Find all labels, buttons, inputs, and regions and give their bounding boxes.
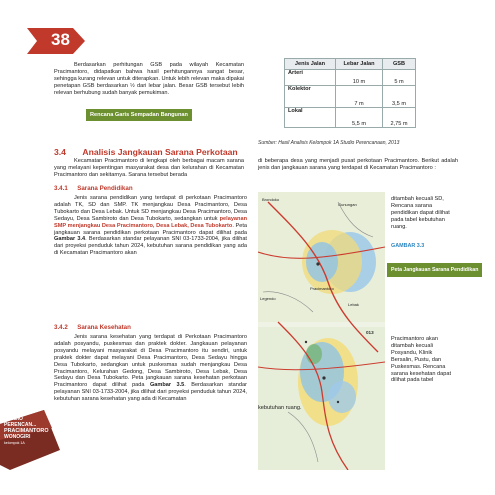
map-label: Brondoko: [262, 197, 280, 202]
logo-line: PERENCAN...: [4, 422, 37, 428]
section-number: 3.4.1: [54, 185, 68, 192]
table-cell-jenis: Kolektor: [285, 86, 336, 108]
section-number: 3.4.2: [54, 324, 68, 331]
logo-line: PRACIMANTORO: [4, 428, 49, 434]
table-cell-lebar: 10 m: [336, 70, 383, 86]
table-cell-lebar: 7 m: [336, 86, 383, 108]
table-row: [285, 70, 416, 86]
map-figure: [258, 192, 385, 470]
map-year-fragment: 013: [366, 330, 374, 335]
section-heading-3-4: [54, 147, 238, 157]
logo-line: WONOGIRI: [4, 434, 31, 440]
gsb-table-wrapper: [284, 58, 416, 128]
map-label: Gunungan: [338, 202, 357, 207]
table-header-row: [285, 59, 416, 70]
section-3-4-1-side-text: ditambah kecuali SD, Rencana sarana pendidikan dapat dilihat pada tabel kebutuhan ruang.: [391, 196, 450, 230]
map-label: Legendo: [260, 296, 276, 301]
table-cell-jenis: Lokal: [285, 108, 336, 128]
logo-line: kelompok 1A: [4, 441, 25, 445]
table-cell-gsb: 2,75 m: [383, 108, 416, 128]
table-header: GSB: [383, 59, 416, 70]
section-number: 3.4: [54, 147, 66, 157]
figure-caption: Peta Jangkauan Sarana Pendidikan: [387, 263, 482, 277]
paragraph-text: Jenis sarana pendidikan yang terdapat di perkotaan Pracimantoro adalah TK, SD dan SMP. TK menjangkau Desa Pracimantoro, Desa Tubokarto dan Desa Lebak. Untuk SD menjangkau Desa Pracimantoro, Desa Sedayu, Desa Sambiroto dan Desa Tubokarto, sedangkan untuk: [54, 195, 247, 222]
table-row: [285, 86, 416, 108]
section-3-4-2-side-text: Pracimantoro akan ditambah kecuali Posyandu, Klinik Bersalin, Pustu, dan Puskesmas. Rencana sarana kesehatan dapat dilihat pada tabel: [391, 336, 452, 384]
table-cell-gsb: 5 m: [383, 70, 416, 86]
logo-line: STUDIO: [4, 416, 23, 422]
section-3-4-2-side-text-b: kebutuhan ruang.: [258, 405, 302, 411]
page-number: 38: [51, 30, 70, 49]
page-number-badge: [27, 28, 85, 54]
section-3-4-2-paragraph: [54, 334, 247, 403]
figure-reference: Gambar 3.4: [54, 236, 86, 243]
section-heading-3-4-1: [54, 185, 133, 192]
section-title: Sarana Kesehatan: [77, 324, 131, 331]
table-row: [285, 108, 416, 128]
section-3-4-paragraph-continued: di beberapa desa yang menjadi pusat perkotaan Pracimantoro. Berikut adalah jenis dan jangkauan sarana yang terdapat di Kecamatan Pracimantoro :: [258, 158, 458, 171]
table-header: Lebar Jalan: [336, 59, 383, 70]
table-cell-lebar: 5,5 m: [336, 108, 383, 128]
section-title: Sarana Pendidikan: [77, 185, 133, 192]
map-label: Lebak: [348, 302, 359, 307]
highlighted-text: pelayanan SMP menjangkau Desa Pracimantoro, Desa Lebak, Desa Tubokarto: [54, 215, 247, 229]
studio-logo: [0, 410, 60, 470]
gsb-plan-label: Rencana Garis Sempadan Bangunan: [86, 109, 192, 121]
section-title: Analisis Jangkauan Sarana Perkotaan: [82, 147, 238, 157]
paragraph-text: . Berdasarkan standar pelayanan SNI 03-1733-2004, jika dilihat dari proyeksi penduduk tahun 2024, kebutuhan sarana kesehatan yang ada di Kecamatan: [54, 382, 247, 403]
table-cell-gsb: 3,5 m: [383, 86, 416, 108]
table-source: Sumber: Hasil Analisis Kelompok 1A Studio Perencanaan, 2013: [258, 140, 400, 146]
paragraph-text: Jenis sarana kesehatan yang terdapat di Perkotaan Pracimantoro adalah posyandu, puskesmas dan praktek dokter. Jangkauan pelayanan posyandu melayani masyarakat di Desa Pracimantoro itu sendiri, untuk praktek dokter dapat melayani Desa Pracimantoro, Desa Sedayu hingga Desa Tubokarto, sedangkan untuk puskesmas sudah menjangkau Desa Pracimantoro, Kelurahan Gedong, Desa Sambiroto, Desa Lebak, Desa Sedayu dan Desa Tubokarto. Peta jangkauan sarana kesehatan perkotaan Pracimantoro dapat dilihat pada: [54, 334, 247, 389]
figure-reference: Gambar 3.5: [149, 382, 185, 389]
map-label: Pracimantoro: [310, 286, 334, 291]
section-heading-3-4-2: [54, 324, 131, 331]
table-cell-jenis: Arteri: [285, 70, 336, 86]
section-3-4-paragraph: Kecamatan Pracimantoro di lengkapi oleh berbagai macam sarana yang melayani kepentingan masyarakat desa dan kelurahan di Kecamatan Pracimantoro dan sekitarnya. Sarana tersebut berada: [54, 158, 244, 178]
section-3-4-1-paragraph: [54, 195, 247, 257]
intro-paragraph: Berdasarkan perhitungan GSB pada wilayah Kecamatan Pracimantoro, didapatkan bahwa hasil perhitungannya sangat besar, sehingga kurang relevan untuk diterapkan. Untuk lebih relevan maka dipakai penetapan GSB berdasarkan ½ dari lebar jalan. Besar GSB tersebut lebih relevan berhubung sudah banyak pemukiman.: [54, 62, 244, 96]
figure-label: GAMBAR 3.3: [391, 243, 425, 249]
table-header: Jenis Jalan: [285, 59, 336, 70]
paragraph-text: . Peta jangkauan sarana pendidikan perkotaan Pracimantoro dapat dilihat pada: [54, 222, 248, 236]
gsb-table: [284, 58, 416, 128]
paragraph-text: . Berdasarkan standar pelayanan SNI 03-1733-2004, jika dilihat dari proyeksi penduduk tahun 2024, kebutuhan sarana pendidikan yang ada di Kecamatan Pracimantoro akan: [54, 236, 247, 257]
